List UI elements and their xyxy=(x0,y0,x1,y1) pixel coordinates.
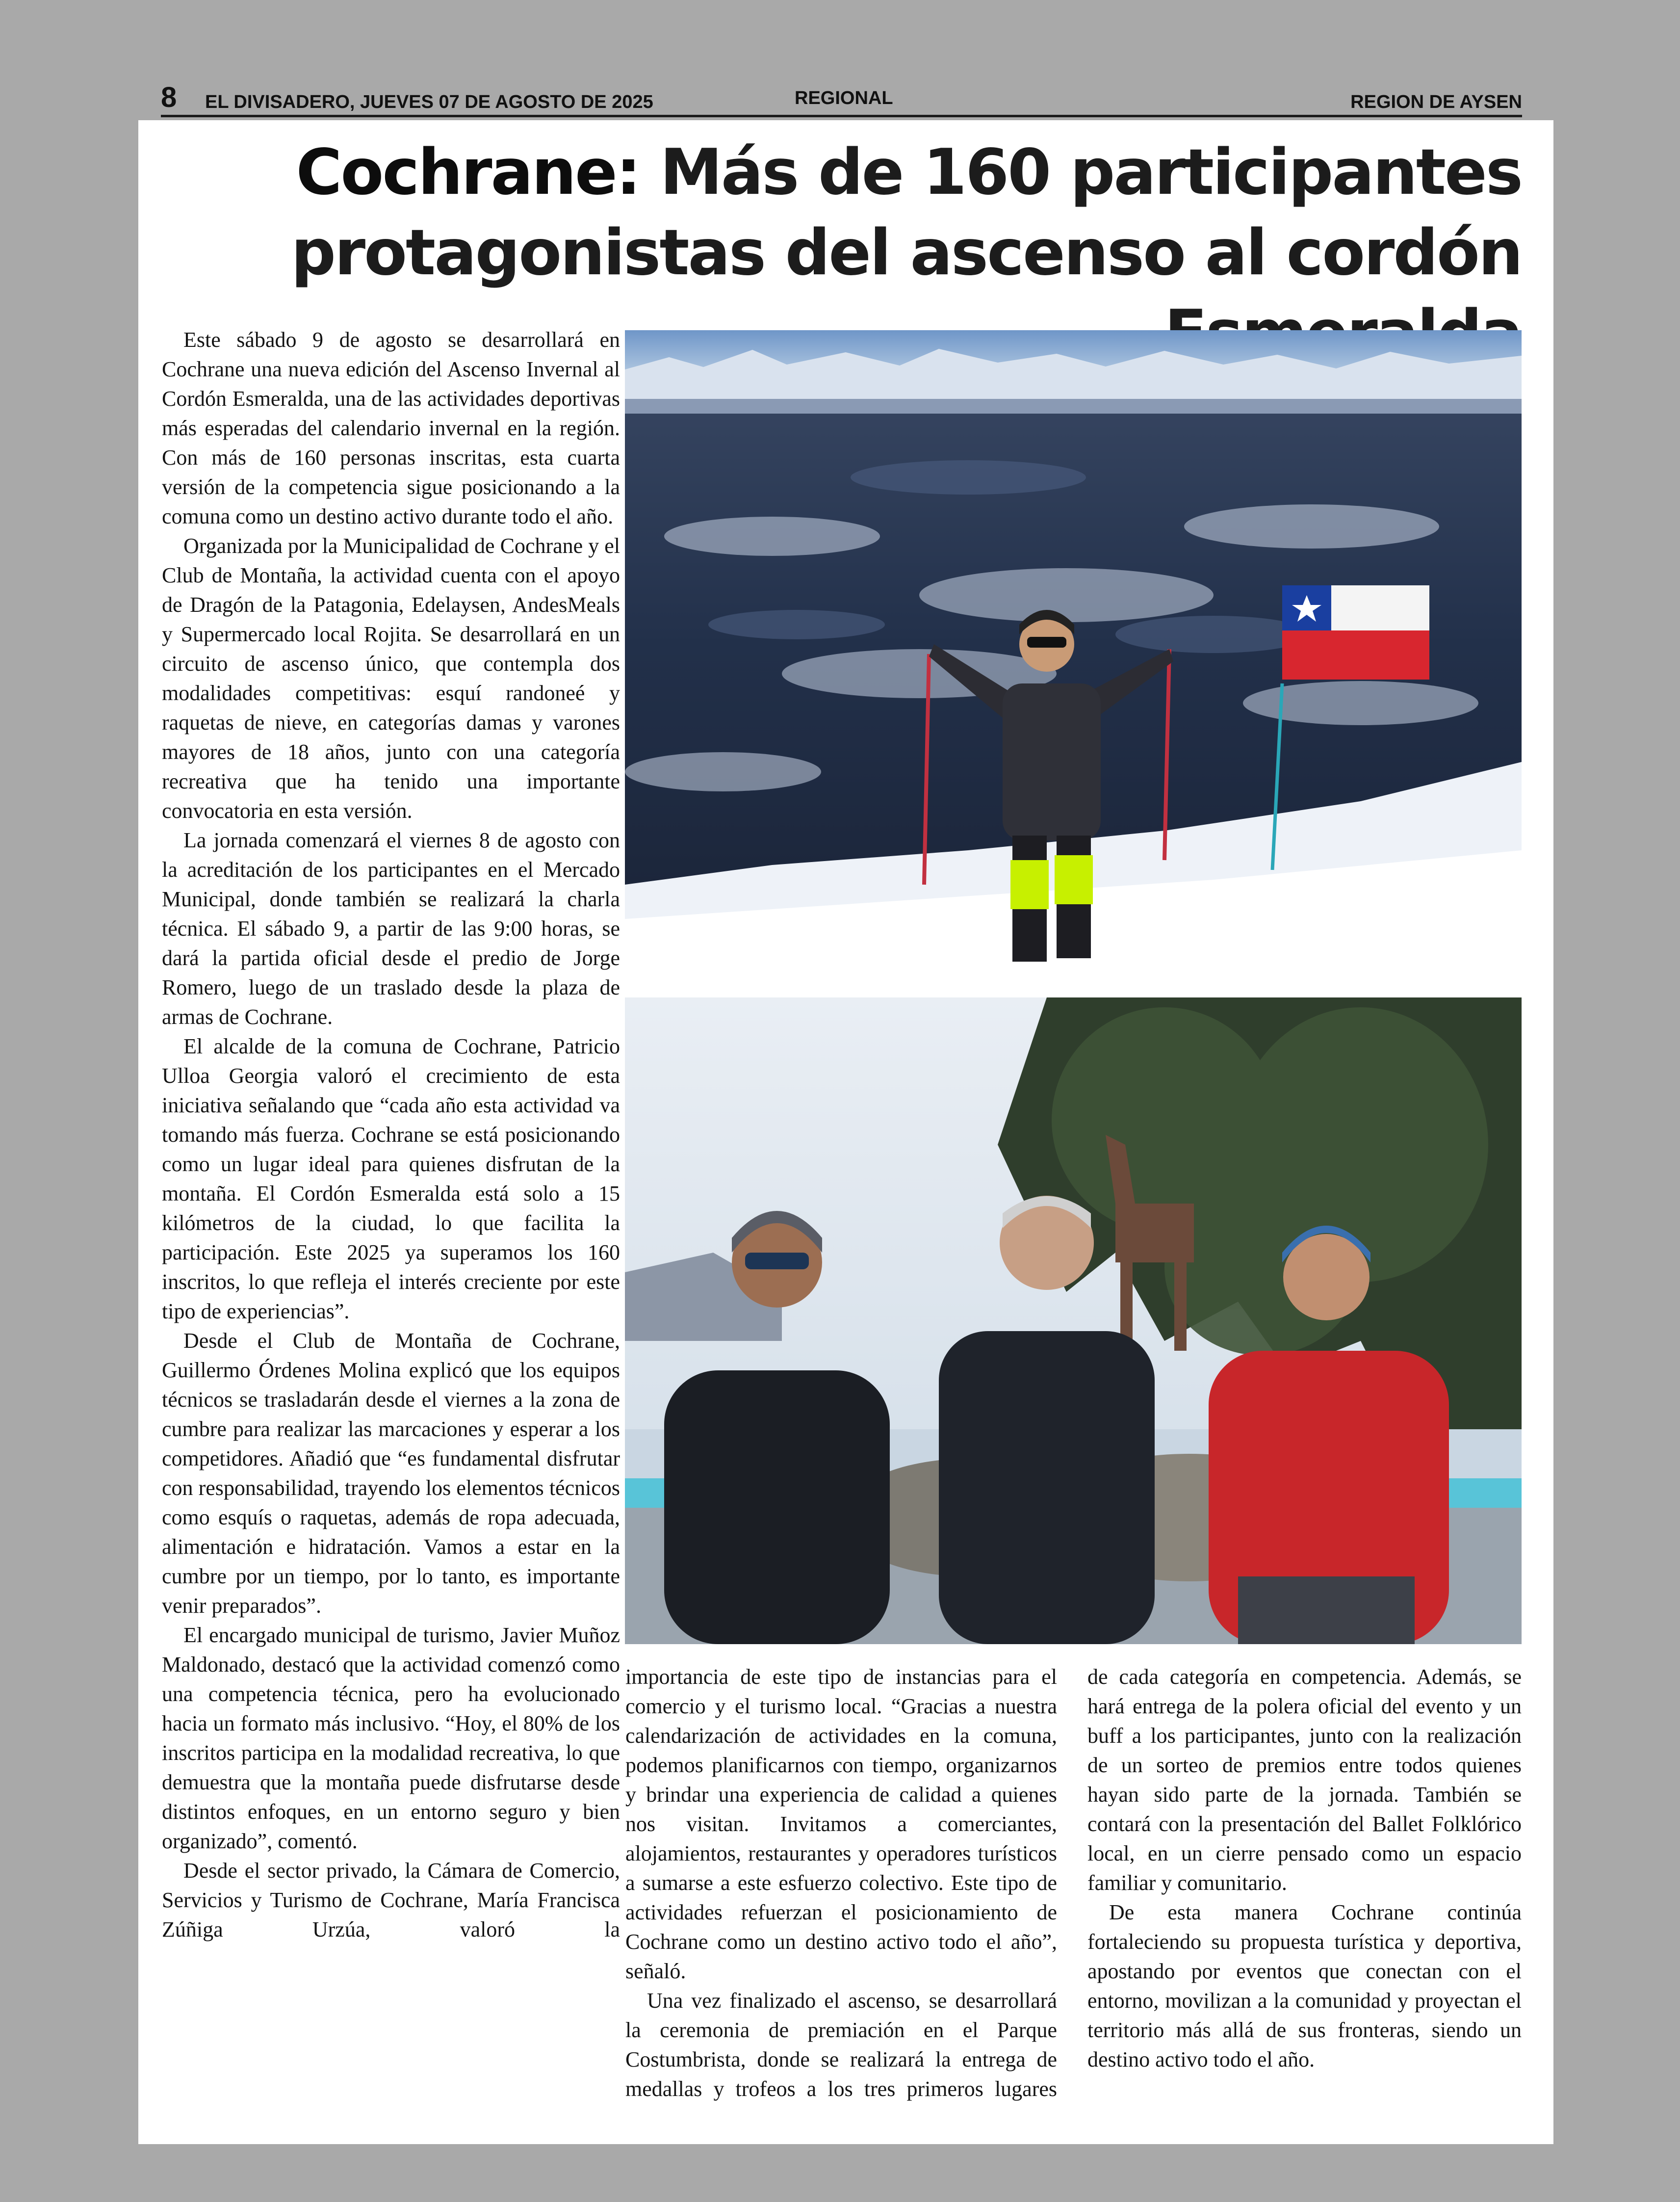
paragraph: De esta manera Cochrane continúa fortaleciendo su propuesta turística y deportiva, apostando por eventos que conectan con el entorno, movilizan a la comunidad y proyectan el territorio más allá de sus fronteras, siendo un destino activo todo el año. xyxy=(1087,1900,1522,2071)
summit-photo xyxy=(625,330,1522,962)
headline-lead: Cochrane: xyxy=(296,136,640,209)
paragraph: Desde el Club de Montaña de Cochrane, Guillermo Órdenes Molina explicó que los equipos técnicos se trasladarán desde el viernes a la zona de cumbre para realizar las marcaciones y esperar a los competidores. Añadió que “es fundamental disfrutar con responsabilidad, trayendo los elementos técnicos como esquís o raquetas, además de ropa adecuada, alimentación e hidratación. Vamos a estar en la cumbre por un tiempo, por lo tanto, es importante venir preparados”. xyxy=(162,1329,620,1618)
paragraph: Organizada por la Municipalidad de Cochrane y el Club de Montaña, la actividad cuenta con el apoyo de Dragón de la Patagonia, Edelaysen, AndesMeals y Supermercado local Rojita. Se desarrollará en un circuito de ascenso único, que contempla dos modalidades competitivas: esquí randoneé y raquetas de nieve, en categorías damas y varones mayores de 18 años, junto con una categoría recreativa que ha tenido una importante convocatoria en esta versión. xyxy=(162,534,620,823)
paragraph: Este sábado 9 de agosto se desarrollará en Cochrane una nueva edición del Ascenso Invernal al Cordón Esmeralda, una de las actividades deportivas más esperadas del calendario invernal en la región. Con más de 160 personas inscritas, esta cuarta versión de la competencia sigue posicionando a la comuna como un destino activo durante todo el año. xyxy=(162,328,620,528)
paragraph: La jornada comenzará el viernes 8 de agosto con la acreditación de los participantes en el Mercado Municipal, donde también se realizará la charla técnica. El sábado 9, a partir de las 9:00 horas, se dará la partida oficial desde el predio de Jorge Romero, luego de un traslado desde la plaza de armas de Cochrane. xyxy=(162,828,620,1029)
body-column-2 xyxy=(625,1662,1057,2104)
paragraph: Desde el sector privado, la Cámara de Comercio, Servicios y Turismo de Cochrane, María Francisca Zúñiga Urzúa, valoró la xyxy=(162,1859,620,1941)
body-column-3 xyxy=(1087,1662,1522,2074)
page-number: 8 xyxy=(161,81,177,113)
paragraph: El alcalde de la comuna de Cochrane, Patricio Ulloa Georgia valoró el crecimiento de esta iniciativa señalando que “cada año esta actividad va tomando más fuerza. Cochrane se está posicionando como un lugar ideal para quienes disfrutan de la montaña. El Cordón Esmeralda está solo a 15 kilómetros de la ciudad, lo que facilita la participación. Este 2025 ya superamos los 160 inscritos, lo que refleja el interés creciente por este tipo de experiencias”. xyxy=(162,1034,620,1323)
headline-line2: protagonistas del ascenso al cordón xyxy=(291,216,1522,289)
group-photo xyxy=(625,997,1522,1644)
article-page xyxy=(138,120,1553,2144)
paragraph: El encargado municipal de turismo, Javier Muñoz Maldonado, destacó que la actividad comenzó como una competencia técnica, pero ha evolucionado hacia un formato más inclusivo. “Hoy, el 80% de los inscritos participa en la modalidad recreativa, lo que demuestra que la montaña puede disfrutarse desde distintos enfoques, en un entorno seguro y bien organizado”, comentó. xyxy=(162,1623,620,1853)
region-name: REGION DE AYSEN xyxy=(1350,92,1522,112)
paragraph: Una vez finalizado el ascenso, se desarrollará la ceremonia de premiación en el Parque Costumbrista, donde se realizará la entrega de medallas y trofeos a los tres primeros lugares xyxy=(625,1989,1057,2101)
headline-line1: Más de 160 participantes xyxy=(639,136,1522,209)
body-column-1 xyxy=(162,325,620,1944)
publication-date: EL DIVISADERO, JUEVES 07 DE AGOSTO DE 2025 xyxy=(205,92,653,112)
section-name: REGIONAL xyxy=(795,88,893,108)
running-head xyxy=(161,82,1522,117)
paragraph: de cada categoría en competencia. Además, se hará entrega de la polera oficial del evento y un buff a los participantes, junto con la realización de un sorteo de premios entre todos quienes hayan sido parte de la jornada. También se contará con la presentación del Ballet Folklórico local, en un cierre pensado como un espacio familiar y comunitario. xyxy=(1087,1665,1522,1895)
paragraph: importancia de este tipo de instancias para el comercio y el turismo local. “Gracias a nuestra calendarización de actividades en la comuna, podemos planificarnos con tiempo, organizarnos y brindar una experiencia de calidad a quienes nos visitan. Invitamos a comerciantes, alojamientos, restaurantes y operadores turísticos a sumarse a este esfuerzo colectivo. Este tipo de actividades refuerzan el posicionamiento de Cochrane como un destino activo todo el año”, señaló. xyxy=(625,1665,1057,1983)
